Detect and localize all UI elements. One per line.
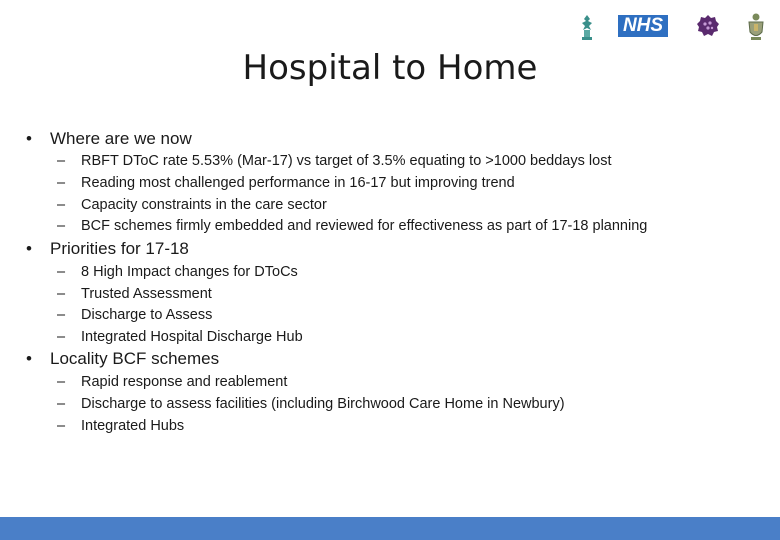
council-crest-logo bbox=[576, 13, 598, 41]
dash-icon: – bbox=[57, 418, 66, 434]
list-item: – Discharge to Assess bbox=[57, 307, 213, 323]
section-heading-priorities: • Priorities for 17-18 bbox=[26, 239, 189, 258]
dash-icon: – bbox=[57, 329, 66, 345]
dash-icon: – bbox=[57, 197, 66, 213]
dash-icon: – bbox=[57, 374, 66, 390]
dash-icon: – bbox=[57, 218, 66, 234]
dash-icon: – bbox=[57, 153, 66, 169]
list-item: – Trusted Assessment bbox=[57, 286, 212, 302]
list-item: – BCF schemes firmly embedded and reviewed for effectiveness as part of 17-18 planning bbox=[57, 218, 648, 234]
list-item: – Rapid response and reablement bbox=[57, 374, 288, 390]
borough-crest-logo bbox=[746, 12, 766, 42]
list-item: – RBFT DToC rate 5.53% (Mar-17) vs target of 3.5% equating to >1000 beddays lost bbox=[57, 153, 612, 169]
list-item: – Reading most challenged performance in 16-17 but improving trend bbox=[57, 175, 515, 191]
page-title: Hospital to Home bbox=[242, 48, 538, 88]
nhs-logo: NHS bbox=[618, 15, 668, 37]
bullet-icon: • bbox=[26, 129, 32, 148]
list-item: – Capacity constraints in the care sector bbox=[57, 197, 327, 213]
list-item: – Discharge to assess facilities (including Birchwood Care Home in Newbury) bbox=[57, 396, 565, 412]
dash-icon: – bbox=[57, 264, 66, 280]
dash-icon: – bbox=[57, 175, 66, 191]
section-heading-locality-bcf: • Locality BCF schemes bbox=[26, 349, 220, 368]
footer-bar bbox=[0, 517, 780, 540]
dash-icon: – bbox=[57, 307, 66, 323]
dash-icon: – bbox=[57, 396, 66, 412]
list-item: – Integrated Hubs bbox=[57, 418, 185, 434]
purple-emblem-logo bbox=[696, 14, 720, 38]
logo-strip bbox=[570, 10, 770, 44]
list-item: – Integrated Hospital Discharge Hub bbox=[57, 329, 303, 345]
bullet-icon: • bbox=[26, 239, 32, 258]
bullet-icon: • bbox=[26, 349, 32, 368]
section-heading-where-are-we-now: • Where are we now bbox=[26, 129, 192, 148]
dash-icon: – bbox=[57, 286, 66, 302]
list-item: – 8 High Impact changes for DToCs bbox=[57, 264, 298, 280]
